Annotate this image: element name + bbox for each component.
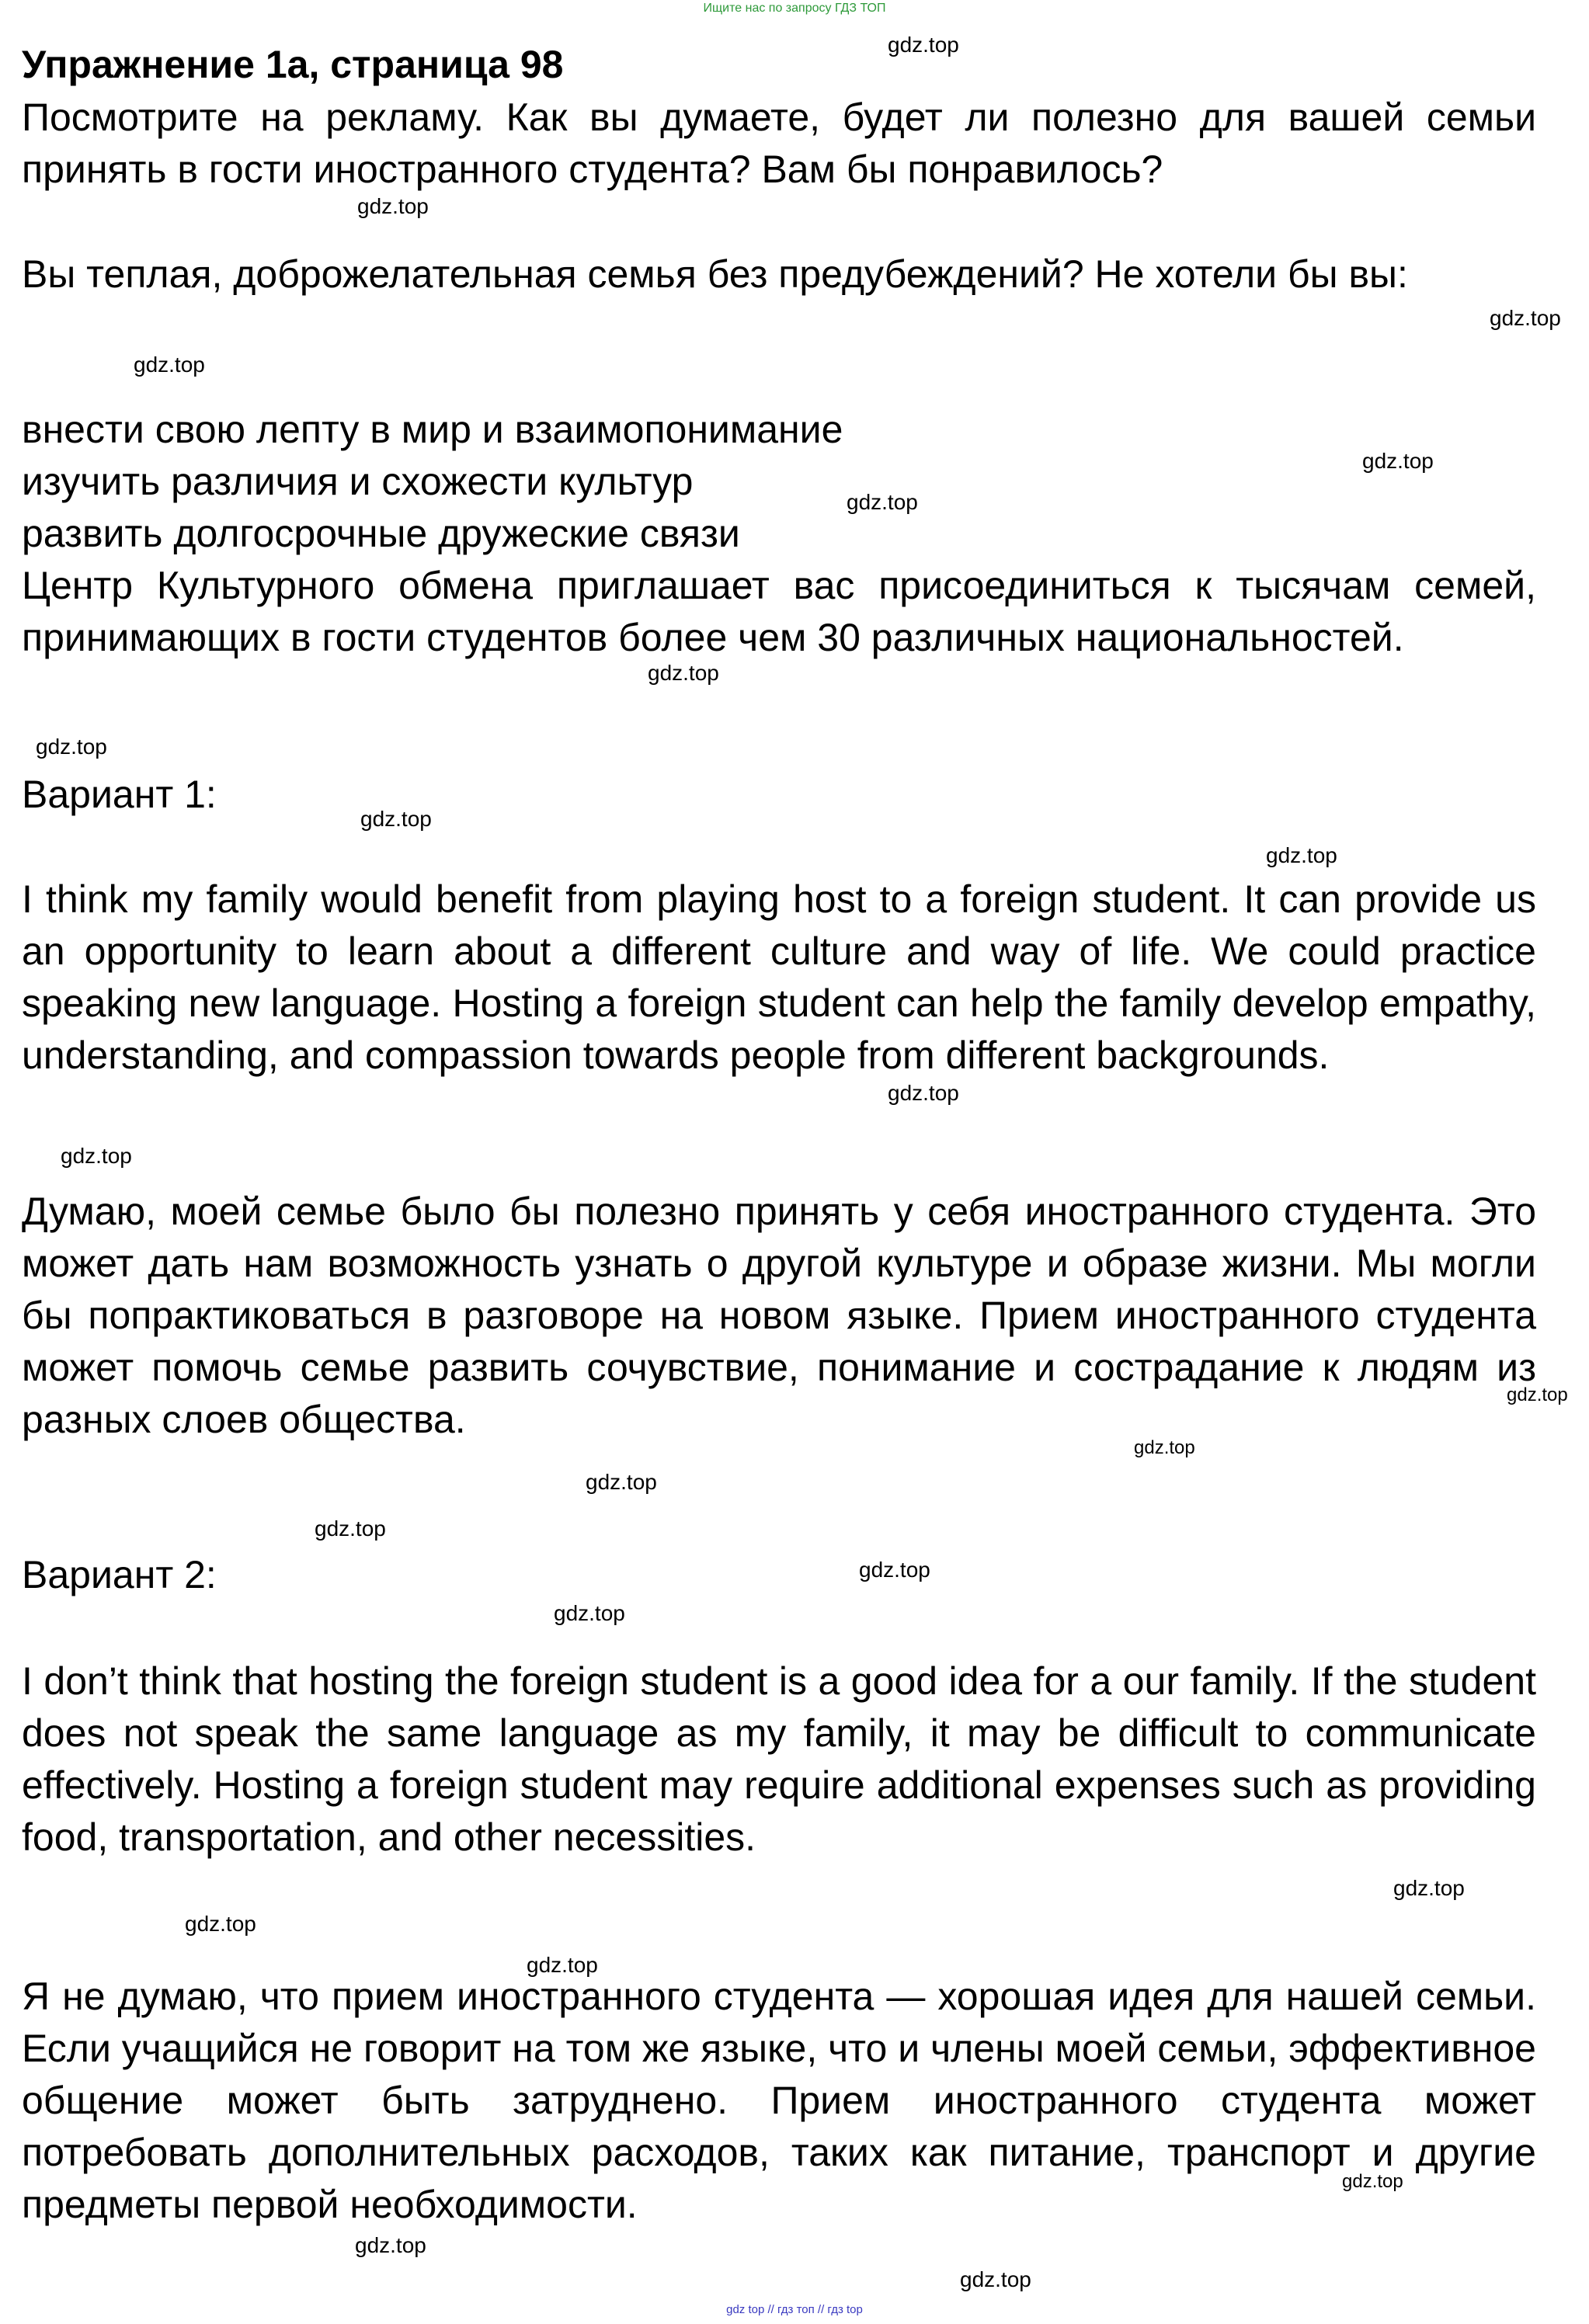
watermark: gdz.top	[355, 2233, 426, 2257]
variant-1-english: I think my family would benefit from playing host to a foreign student. It can provide us an opportunity to learn about a different culture and way of life. We could practice speaking new language. Hosting a foreign student can help the family develop empathy, understanding, and compassion towards people from different backgrounds.	[22, 877, 1536, 1077]
watermark: gdz.top	[527, 1953, 598, 1977]
watermark: gdz.top	[888, 1081, 959, 1105]
watermark: gdz.top	[888, 33, 959, 57]
question-text: Посмотрите на рекламу. Как вы думаете, будет ли полезно для вашей семьи принять в гости иностранного студента? Вам бы понравилось?	[22, 96, 1536, 191]
watermark: gdz.top	[134, 353, 205, 377]
page-title: Упражнение 1а, страница 98	[22, 43, 564, 86]
watermark: gdz.top	[1266, 843, 1337, 867]
watermark: gdz.top	[586, 1470, 657, 1494]
ad-intro: Вы теплая, доброжелательная семья без предубеждений? Не хотели бы вы:	[22, 252, 1408, 296]
watermark: gdz.top	[1490, 306, 1561, 330]
variant-2-english: I don’t think that hosting the foreign student is a good idea for a our family. If the student does not speak the same language as my family, it may be difficult to communicate effectively. Hosting a foreign student may require additional expenses such as providing food, transportation, and other necessities.	[22, 1659, 1536, 1859]
ad-invitation: Центр Культурного обмена приглашает вас присоединиться к тысячам семей, принимающих в гости студентов более чем 30 различных национальностей.	[22, 564, 1536, 659]
watermark: gdz.top	[1134, 1437, 1195, 1458]
footer-links[interactable]: gdz top // гдз топ // гдз top	[726, 2303, 863, 2316]
variant-1-heading: Вариант 1:	[22, 773, 217, 816]
watermark: gdz.top	[960, 2267, 1031, 2291]
variant-2-heading: Вариант 2:	[22, 1553, 217, 1596]
watermark: gdz.top	[648, 661, 719, 685]
search-banner[interactable]: Ищите нас по запросу ГДЗ ТОП	[703, 2, 886, 15]
watermark: gdz.top	[185, 1912, 256, 1936]
variant-2-russian: Я не думаю, что прием иностранного студента — хорошая идея для нашей семьи. Если учащийся не говорит на том же языке, что и члены моей семьи, эффективное общение может быть затруднено. Прием иностранного студента может потребовать дополнительных расходов, таких как питание, транспорт и другие предметы первой необходимости.	[22, 1975, 1536, 2226]
watermark: gdz.top	[1342, 2171, 1403, 2192]
watermark: gdz.top	[1393, 1876, 1465, 1900]
watermark: gdz.top	[847, 490, 918, 514]
watermark: gdz.top	[360, 807, 432, 831]
watermark: gdz.top	[1362, 449, 1434, 473]
watermark: gdz.top	[315, 1516, 386, 1541]
ad-bullet: внести свою лепту в мир и взаимопонимание	[22, 408, 843, 451]
watermark: gdz.top	[554, 1601, 625, 1625]
watermark: gdz.top	[357, 194, 429, 218]
variant-1-russian: Думаю, моей семье было бы полезно принять у себя иностранного студента. Это может дать нам возможность узнать о другой культуре и образе жизни. Мы могли бы попрактиковаться в разговоре на новом языке. Прием иностранного студента может помочь семье развить сочувствие, понимание и сострадание к людям из разных слоев общества.	[22, 1190, 1536, 1441]
watermark: gdz.top	[1507, 1384, 1568, 1405]
watermark: gdz.top	[61, 1144, 132, 1168]
ad-bullet: изучить различия и схожести культур	[22, 460, 694, 503]
ad-bullet: развить долгосрочные дружеские связи	[22, 512, 740, 555]
watermark: gdz.top	[36, 735, 107, 759]
watermark: gdz.top	[859, 1558, 930, 1582]
